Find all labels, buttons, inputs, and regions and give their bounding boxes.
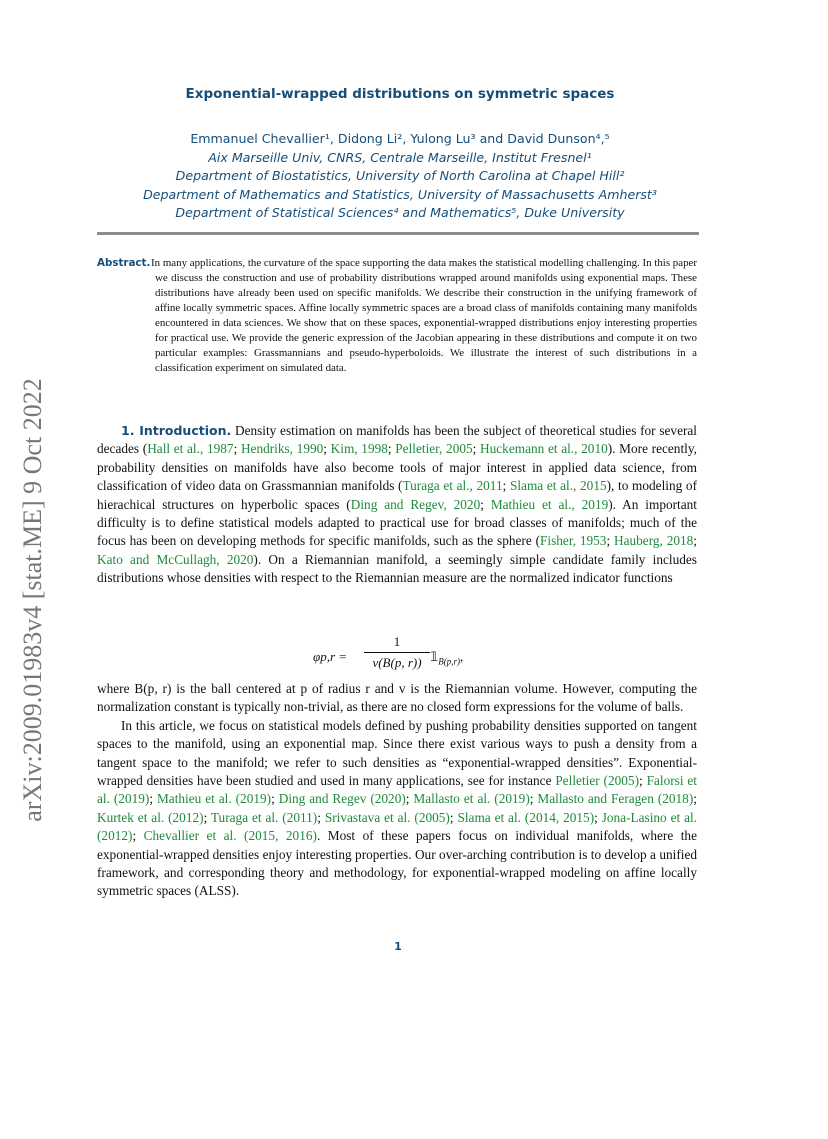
body-text: ;: [149, 791, 157, 807]
paper-title: Exponential-wrapped distributions on symmetric spaces: [185, 86, 615, 102]
indicator-symbol: 𝟙: [430, 649, 439, 664]
citation-link[interactable]: Hauberg, 2018: [614, 533, 694, 549]
title-divider: [97, 232, 699, 235]
body-text: In this article, we focus on statistical models defined by pushing probability densities supported on tangent spaces to the manifold, using an exponential map. Since there exist various ways to push a density from a tangent space to the manifold; we refer to such densities as “exponential-wrapped densities”. Exponential-wrapped densities have been studied and used in many applications, see for instance: [97, 717, 697, 789]
affiliation-1: Aix Marseille Univ, CNRS, Centrale Marseille, Institut Fresnel¹: [208, 149, 592, 165]
body-text: ;: [203, 809, 211, 825]
citation-link[interactable]: Mathieu et al., 2019: [490, 496, 609, 512]
body-text: ;: [323, 441, 331, 457]
citation-link[interactable]: Ding and Regev (2020): [278, 791, 406, 807]
paragraph-3: [97, 717, 697, 901]
body-text: ;: [271, 791, 279, 807]
abstract-text: In many applications, the curvature of the space supporting the data makes the statistical modelling challenging. In this paper we discuss the construction and use of probability distributions wrapped around manifolds using exponential maps. These distributions have already been used on specific manifolds. We describe their construction in the unifying framework of affine locally symmetric spaces. Affine locally symmetric spaces are a broad class of manifolds containing many manifolds encountered in data sciences. We show that on these spaces, exponential-wrapped distributions enjoy interesting properties for practical use. We provide the generic expression of the Jacobian appearing in these distributions and compute it on two particular examples: Grassmannians and pseudo-hyperboloids. We illustrate the interest of such distributions in a classification experiment on simulated data.: [151, 257, 697, 374]
citation-link[interactable]: Turaga et al., 2011: [402, 478, 503, 494]
body-text: ;: [132, 828, 144, 844]
indicator-subscript: B(p,r): [438, 656, 461, 667]
introduction-section: [97, 422, 697, 588]
intro-paragraph-1: [97, 422, 697, 588]
citation-link[interactable]: Hendriks, 1990: [240, 441, 324, 457]
body-text: ;: [387, 441, 396, 457]
equation-indicator: [430, 649, 463, 667]
citation-link[interactable]: Kato and McCullagh, 2020: [97, 551, 254, 567]
citation-link[interactable]: Mallasto et al. (2019): [413, 791, 530, 807]
citation-link[interactable]: Kurtek et al. (2012): [97, 809, 204, 825]
citation-link[interactable]: Mallasto and Feragen (2018): [537, 791, 694, 807]
body-text: ;: [502, 478, 510, 494]
body-text: ;: [693, 533, 697, 549]
citation-link[interactable]: Ding and Regev, 2020: [350, 496, 481, 512]
body-text: ;: [472, 441, 481, 457]
body-text: ;: [639, 773, 647, 789]
intro-paragraph-1-text: [97, 423, 697, 585]
abstract-label: Abstract.: [97, 257, 151, 269]
affiliation-2: Department of Biostatistics, University of North Carolina at Chapel Hill²: [175, 168, 625, 184]
citation-link[interactable]: Turaga et al. (2011): [210, 809, 318, 825]
body-text: ;: [480, 496, 491, 512]
citation-link[interactable]: Srivastava et al. (2005): [324, 809, 450, 825]
citation-link[interactable]: Jona-Lasino et al. (2012): [97, 809, 698, 844]
body-text: ;: [405, 791, 414, 807]
body-text: ;: [594, 809, 602, 825]
equation-denominator: v(B(p, r)): [372, 655, 422, 670]
abstract: [97, 256, 697, 376]
body-continuation: [97, 680, 697, 901]
body-text: ;: [606, 533, 614, 549]
body-text: ), to modeling of hierachical structures on hyperbolic spaces (: [97, 478, 697, 512]
citation-link[interactable]: Chevallier et al. (2015, 2016): [143, 828, 317, 844]
equation-trailing-comma: ,: [460, 649, 464, 664]
body-text: ;: [317, 809, 325, 825]
body-text: Density estimation on manifolds has been the subject of theoretical studies for several decades (: [97, 423, 697, 457]
body-text: ;: [693, 791, 697, 807]
citation-link[interactable]: Pelletier (2005): [555, 773, 640, 789]
body-text: ). An important difficulty is to define statistical models adapted to practical use for broad classes of manifolds; much of the focus has been on developing methods for specific manifolds, such as the sphere (: [97, 496, 697, 549]
citation-link[interactable]: Slama et al. (2014, 2015): [457, 809, 595, 825]
body-text: ). More recently, probability densities on manifolds have also become tools of major interest in applied data science, from classification of video data on Grassmannian manifolds (: [97, 441, 697, 494]
equation-fraction: [364, 634, 430, 671]
equation-numerator: 1: [393, 634, 401, 649]
citation-link[interactable]: Slama et al., 2015: [509, 478, 607, 494]
citation-link[interactable]: Kim, 1998: [330, 441, 388, 457]
author-block: [0, 130, 800, 223]
body-text: ). On a Riemannian manifold, a seemingly simple candidate family includes distributions whose densities with respect to the Riemannian measure are the normalized indicator functions: [97, 551, 697, 586]
affiliation-3: Department of Mathematics and Statistics, University of Massachusetts Amherst³: [143, 186, 657, 202]
page-number: 1: [394, 940, 402, 953]
affiliation-4: Department of Statistical Sciences⁴ and Mathematics⁵, Duke University: [175, 205, 625, 221]
body-text: ;: [233, 441, 241, 457]
citation-link[interactable]: Falorsi et al. (2019): [97, 773, 698, 807]
citation-link[interactable]: Huckemann et al., 2010: [480, 441, 608, 457]
arxiv-identifier: arXiv:2009.01983v4 [stat.ME] 9 Oct 2022: [18, 378, 47, 822]
equation-lhs: φp,r =: [313, 649, 348, 664]
section-heading: 1. Introduction.: [121, 423, 232, 438]
body-text: ;: [529, 791, 538, 807]
citation-link[interactable]: Mathieu et al. (2019): [156, 791, 272, 807]
paragraph-2: where B(p, r) is the ball centered at p of radius r and v is the Riemannian volume. However, computing the normalization constant is typically non-trivial, as there are no closed form expressions for the volume of balls.: [97, 681, 697, 715]
fraction-bar: [364, 652, 430, 653]
body-text: ;: [449, 809, 458, 825]
citation-link[interactable]: Hall et al., 1987: [147, 441, 234, 457]
citation-link[interactable]: Pelletier, 2005: [395, 441, 473, 457]
arxiv-sidebar: [8, 360, 58, 840]
body-text: . Most of these papers focus on individual manifolds, where the exponential-wrapped densities enjoy interesting properties. Our over-arching contribution is to develop a unified framework, and corresponding theory and methodology, for exponential-wrapped modeling on affine locally symmetric spaces (ALSS).: [97, 828, 697, 899]
citation-link[interactable]: Fisher, 1953: [540, 533, 607, 549]
author-list: Emmanuel Chevallier¹, Didong Li², Yulong Lu³ and David Dunson⁴,⁵: [190, 131, 610, 146]
equation: [0, 632, 800, 672]
